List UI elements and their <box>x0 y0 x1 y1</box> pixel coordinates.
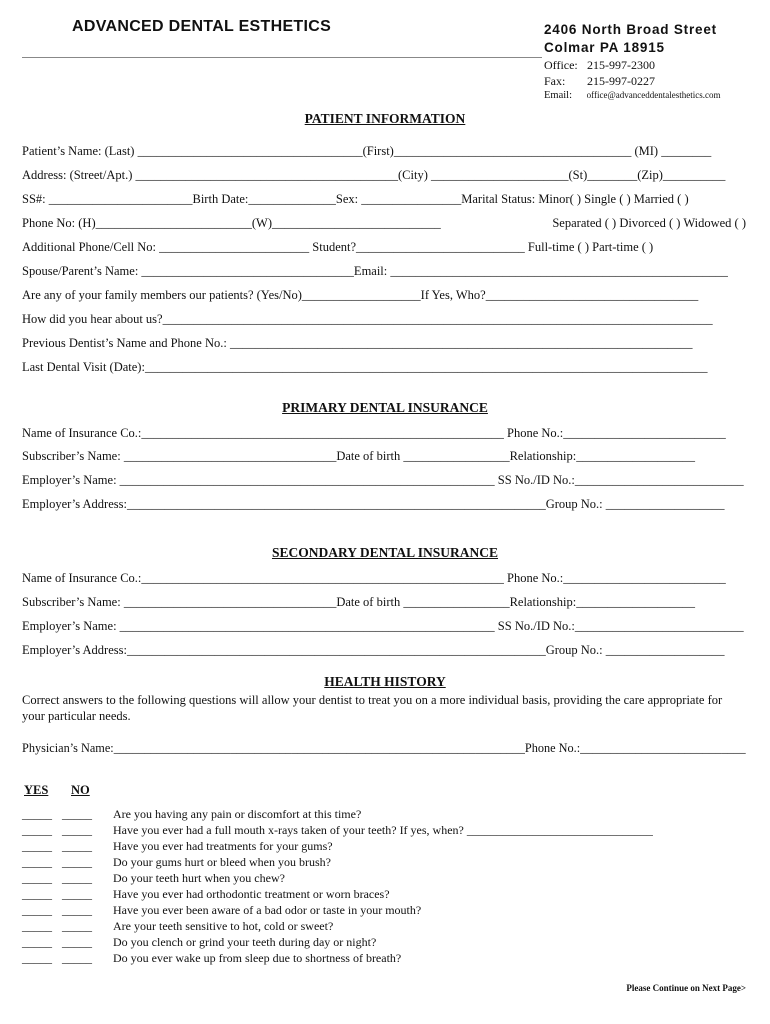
form-line-referral[interactable] <box>22 312 746 327</box>
secondary-subscriber-line[interactable]: Subscriber’s Name: __________________________________Date of birth _________________Relationship:___________________ <box>22 595 695 609</box>
question-text: Have you ever had treatments for your gums? <box>113 839 333 853</box>
question-text: Do you ever wake up from sleep due to shortness of breath? <box>113 951 402 965</box>
header-divider <box>22 57 542 58</box>
no-column-header: NO <box>71 783 90 797</box>
street-address: 2406 North Broad Street <box>544 22 717 37</box>
form-line-text: Additional Phone/Cell No: ________________________ Student?___________________________ Full-time ( ) Part-time ( ) <box>22 240 654 254</box>
email-label: Email: <box>544 90 572 101</box>
primary-employer-address-line[interactable]: Employer’s Address:___________________________________________________________________Group No.: ___________________ <box>22 497 725 511</box>
yes-column-header: YES <box>24 783 49 797</box>
yes-blank[interactable]: _____ <box>22 951 52 965</box>
form-line-text: Last Dental Visit (Date):__________________________________________________________________________________________ <box>22 360 708 374</box>
physician-line[interactable]: Physician’s Name:___________________________________________________________________Phone No.:___________________________ <box>22 741 746 755</box>
yes-blank[interactable]: _____ <box>22 935 52 949</box>
question-text: Have you ever been aware of a bad odor or taste in your mouth? <box>113 903 422 917</box>
email-address: office@advanceddentalesthetics.com <box>586 90 721 100</box>
practice-name: ADVANCED DENTAL ESTHETICS <box>72 18 332 35</box>
form-line-text: Address: (Street/Apt.) __________________________________________(City) ______________________(St)________(Zip)__________ <box>22 168 726 182</box>
question-text: Are your teeth sensitive to hot, cold or sweet? <box>113 919 334 933</box>
question-text: Have you ever had orthodontic treatment or worn braces? <box>113 887 390 901</box>
form-line-text: Phone No: (H)_________________________(W)___________________________ <box>22 216 441 230</box>
form-line-text: Are any of your family members our patients? (Yes/No)___________________If Yes, Who?__________________________________ <box>22 288 699 302</box>
no-blank[interactable]: _____ <box>62 887 92 901</box>
form-line-text: How did you hear about us?________________________________________________________________________________________ <box>22 312 713 326</box>
primary-subscriber-line[interactable]: Subscriber’s Name: __________________________________Date of birth _________________Relationship:___________________ <box>22 449 695 463</box>
fax-line <box>544 74 655 89</box>
form-line-text: Patient’s Name: (Last) ____________________________________(First)______________________________________ (MI) ________ <box>22 144 712 158</box>
yes-blank[interactable]: _____ <box>22 839 52 853</box>
patient-information-heading: PATIENT INFORMATION <box>304 111 466 126</box>
secondary-insurance-heading: SECONDARY DENTAL INSURANCE <box>271 545 499 560</box>
question-text: Do your teeth hurt when you chew? <box>113 871 285 885</box>
city-state-zip: Colmar PA 18915 <box>544 40 665 55</box>
health-history-heading: HEALTH HISTORY <box>324 674 446 689</box>
email-line <box>544 90 720 101</box>
yes-blank[interactable]: _____ <box>22 823 52 837</box>
office-phone-line <box>544 58 655 73</box>
marital-status-options[interactable]: Separated ( ) Divorced ( ) Widowed ( ) <box>552 216 746 230</box>
no-blank[interactable]: _____ <box>62 903 92 917</box>
form-line-family-members[interactable] <box>22 288 746 303</box>
yes-blank[interactable]: _____ <box>22 919 52 933</box>
secondary-insurance-company-line[interactable]: Name of Insurance Co.:__________________________________________________________ Phone No.:__________________________ <box>22 571 726 585</box>
form-line-additional-phone[interactable] <box>22 240 746 255</box>
health-history-intro: Correct answers to the following questions will allow your dentist to treat you on a more individual basis, providing the care appropriate for your particular needs. <box>22 693 723 723</box>
no-blank[interactable]: _____ <box>62 807 92 821</box>
form-line-text: SS#: _______________________Birth Date:______________Sex: ________________Marital Status: Minor( ) Single ( ) Married ( ) <box>22 192 689 206</box>
primary-employer-line[interactable]: Employer’s Name: ____________________________________________________________ SS No./ID No.:___________________________ <box>22 473 744 487</box>
question-text: Do your gums hurt or bleed when you brush? <box>113 855 331 869</box>
yes-blank[interactable]: _____ <box>22 855 52 869</box>
form-line-last-visit[interactable] <box>22 360 746 375</box>
form-line-ssn-birthdate[interactable] <box>22 192 746 207</box>
no-blank[interactable]: _____ <box>62 871 92 885</box>
primary-insurance-heading: PRIMARY DENTAL INSURANCE <box>282 400 488 415</box>
office-label: Office: <box>544 58 578 72</box>
no-blank[interactable]: _____ <box>62 935 92 949</box>
form-line-previous-dentist[interactable] <box>22 336 746 351</box>
question-text: Are you having any pain or discomfort at this time? <box>113 807 362 821</box>
primary-insurance-company-line[interactable]: Name of Insurance Co.:__________________________________________________________ Phone No.:__________________________ <box>22 426 726 440</box>
form-line-patient-name[interactable] <box>22 144 746 159</box>
secondary-employer-address-line[interactable]: Employer’s Address:___________________________________________________________________Group No.: ___________________ <box>22 643 725 657</box>
form-line-address[interactable] <box>22 168 746 183</box>
form-line-phone[interactable] <box>22 216 746 231</box>
continue-next-page-note: Please Continue on Next Page> <box>626 983 746 993</box>
yes-blank[interactable]: _____ <box>22 871 52 885</box>
yes-blank[interactable]: _____ <box>22 807 52 821</box>
no-blank[interactable]: _____ <box>62 951 92 965</box>
secondary-employer-line[interactable]: Employer’s Name: ____________________________________________________________ SS No./ID No.:___________________________ <box>22 619 744 633</box>
no-blank[interactable]: _____ <box>62 839 92 853</box>
no-blank[interactable]: _____ <box>62 855 92 869</box>
question-text: Have you ever had a full mouth x-rays taken of your teeth? If yes, when? _______________________________ <box>113 823 653 837</box>
yes-blank[interactable]: _____ <box>22 903 52 917</box>
fax-number: 215-997-0227 <box>587 74 655 88</box>
no-blank[interactable]: _____ <box>62 919 92 933</box>
no-blank[interactable]: _____ <box>62 823 92 837</box>
yes-blank[interactable]: _____ <box>22 887 52 901</box>
form-line-spouse-parent[interactable] <box>22 264 746 279</box>
form-line-text: Previous Dentist’s Name and Phone No.: __________________________________________________________________________ <box>22 336 693 350</box>
office-phone: 215-997-2300 <box>587 58 655 72</box>
question-text: Do you clench or grind your teeth during day or night? <box>113 935 377 949</box>
form-line-text: Spouse/Parent’s Name: __________________________________Email: ______________________________________________________ <box>22 264 728 278</box>
fax-label: Fax: <box>544 74 566 88</box>
